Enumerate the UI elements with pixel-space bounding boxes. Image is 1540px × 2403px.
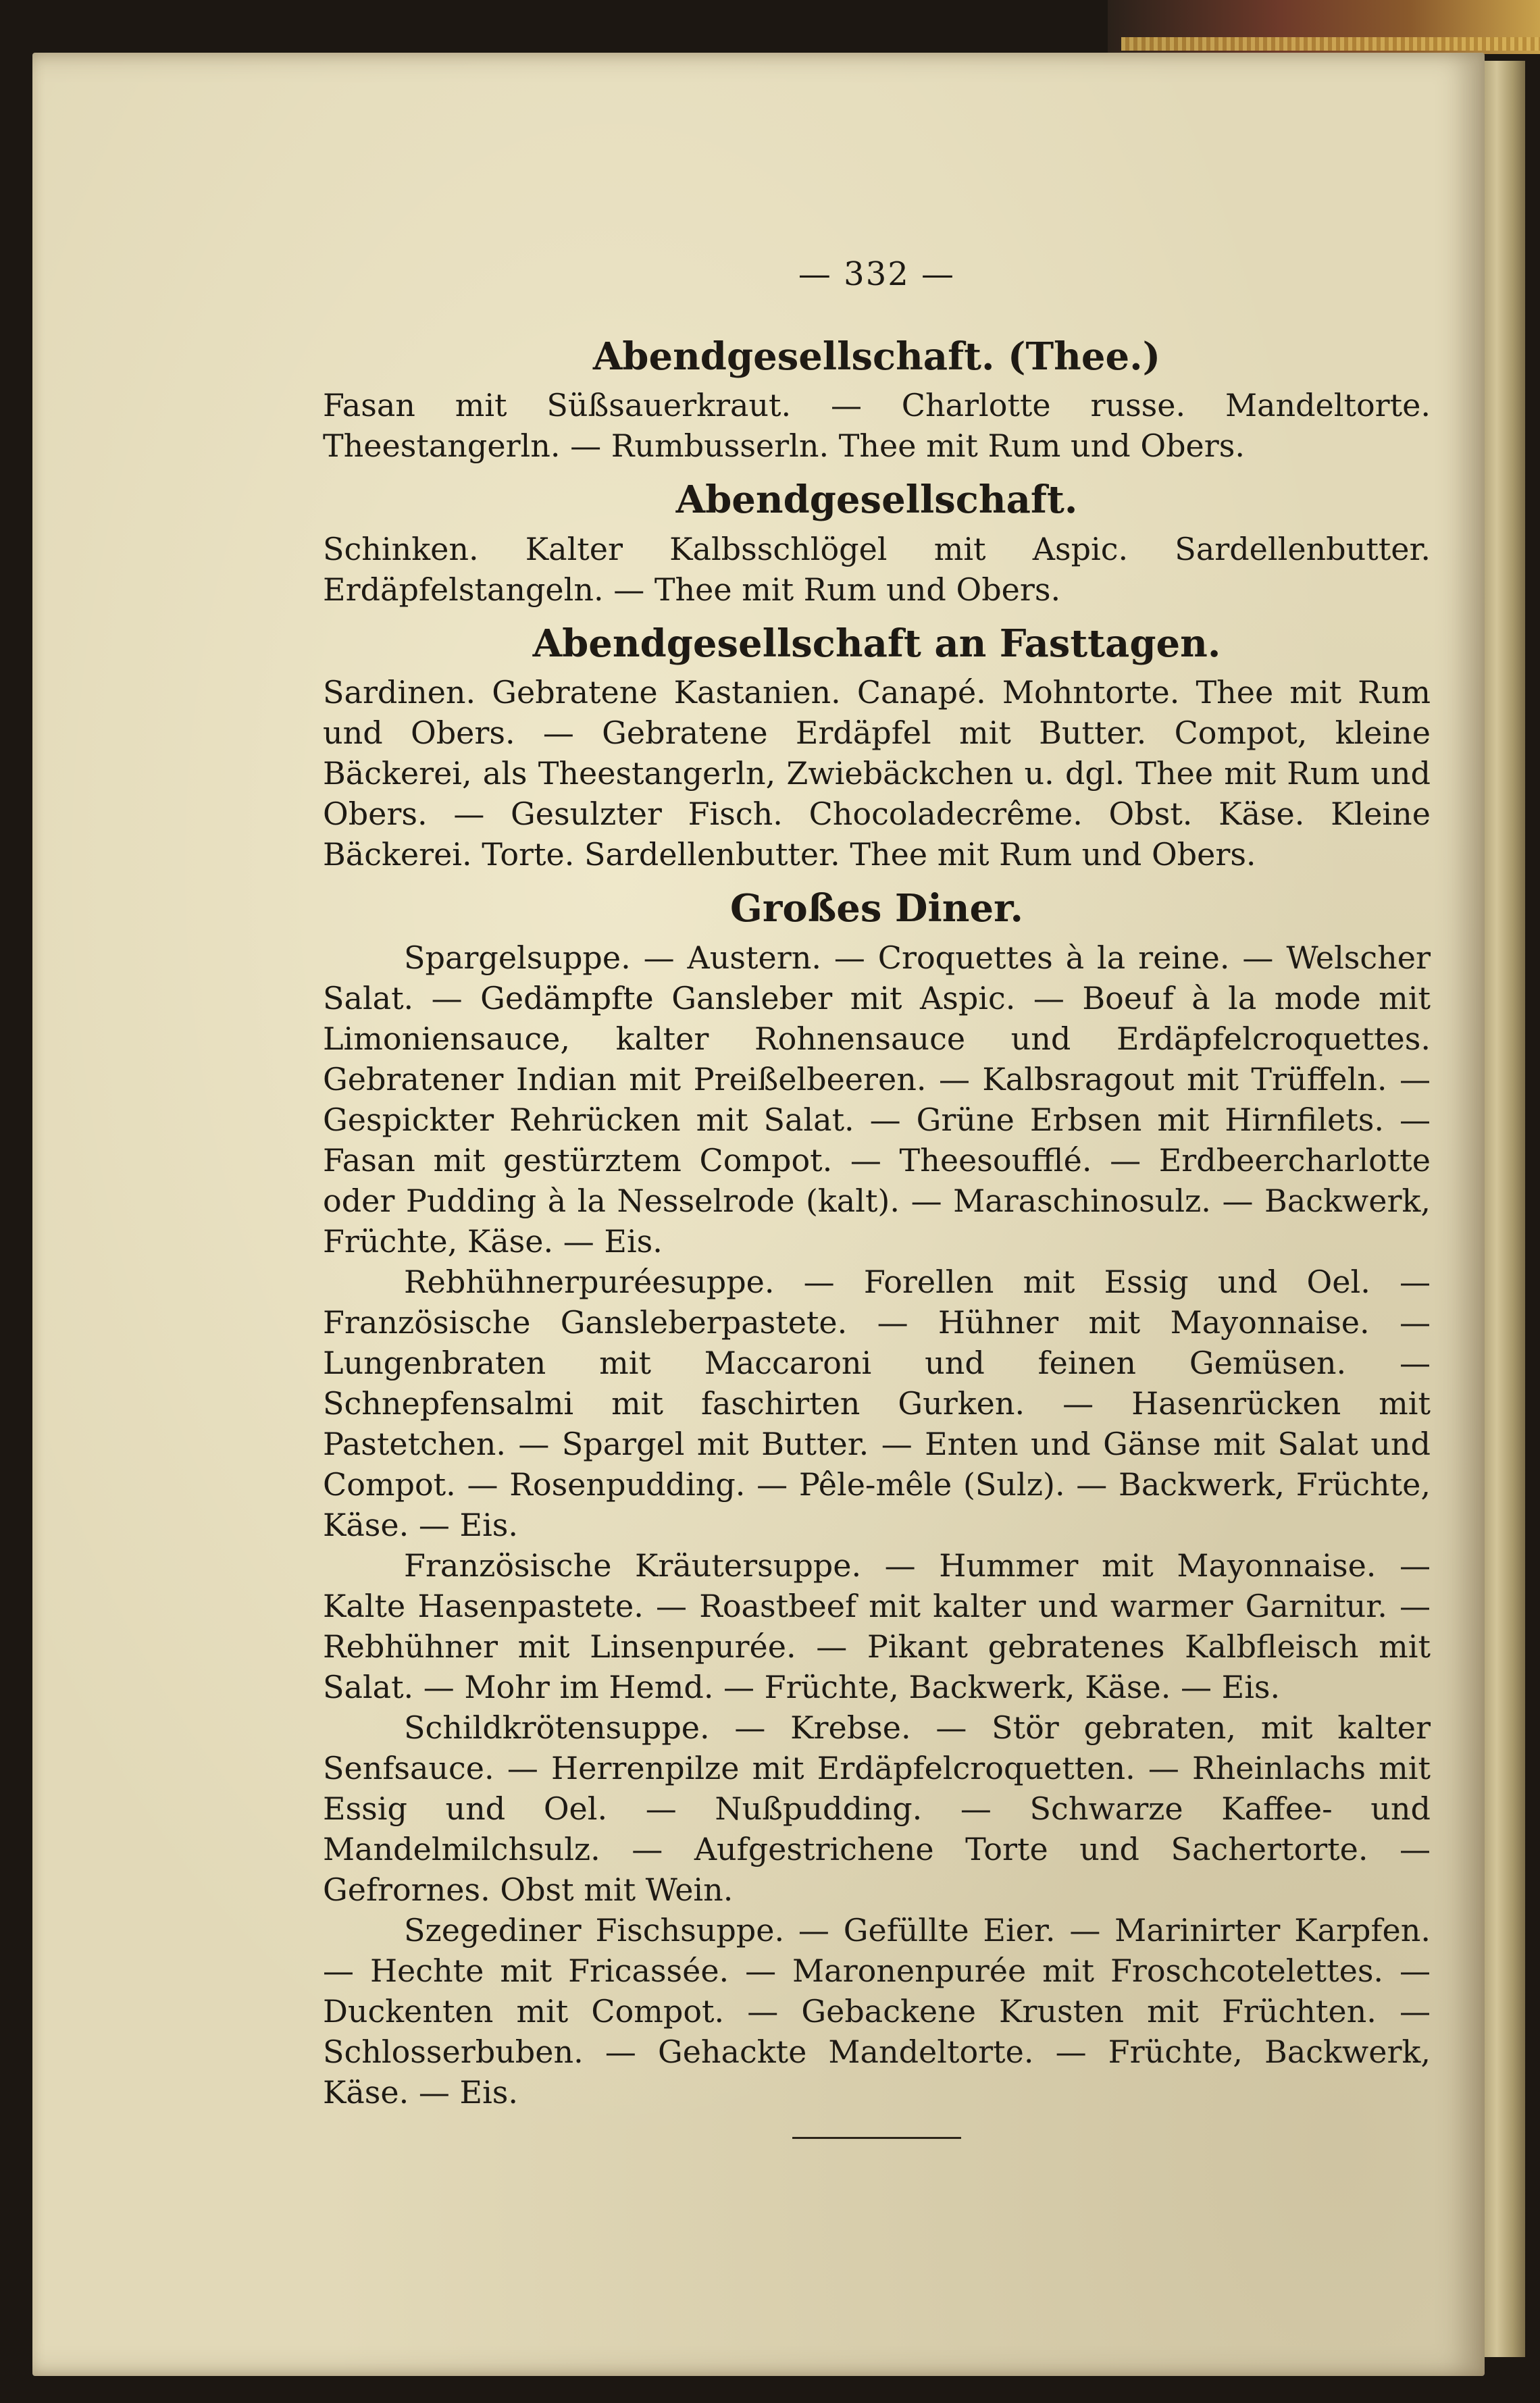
menu-paragraph: Französische Kräutersuppe. — Hummer mit Mayonnaise. — Kalte Hasenpastete. — Roastbeef mit kalter und warmer Garnitur. — Rebhühner mit Linsenpurée. — Pikant gebratenes Kalbfleisch mit Salat. — Mohr im Hemd. — Früchte, Backwerk, Käse. — Eis.	[323, 1547, 1431, 1705]
menu-paragraph: Szegediner Fischsuppe. — Gefüllte Eier. — Marinirter Karpfen. — Hechte mit Fricassée. — Maronenpurée mit Froschcotelettes. — Duckenten mit Compot. — Gebackene Krusten mit Früchten. — Schlosserbuben. — Gehackte Mandeltorte. — Früchte, Backwerk, Käse. — Eis.	[323, 1911, 1431, 2111]
gilt-page-edge	[1121, 37, 1540, 51]
section-title: Abendgesellschaft. (Thee.)	[592, 334, 1161, 379]
section-grosses-diner	[323, 887, 1431, 2112]
section-title: Abendgesellschaft.	[675, 477, 1078, 523]
section-abendgesellschaft	[323, 478, 1431, 609]
section-title: Großes Diner.	[730, 886, 1023, 931]
book-page	[32, 53, 1485, 2376]
section-title: Abendgesellschaft an Fasttagen.	[532, 621, 1221, 666]
page-number: — 332 —	[798, 255, 956, 293]
menu-paragraph: Fasan mit Süßsauerkraut. — Charlotte russe. Mandeltorte. Theestangerln. — Rumbusserln. Thee mit Rum und Obers.	[323, 387, 1431, 465]
section-abendgesellschaft-thee	[323, 335, 1431, 466]
page-content	[323, 255, 1431, 2139]
section-abendgesellschaft-fasttagen	[323, 622, 1431, 875]
menu-paragraph: Schinken. Kalter Kalbsschlögel mit Aspic. Sardellenbutter. Erdäpfelstangeln. — Thee mit Rum und Obers.	[323, 530, 1431, 608]
page-stack-edge	[1485, 61, 1525, 2357]
menu-paragraph: Rebhühnerpuréesuppe. — Forellen mit Essig und Oel. — Französische Gansleberpastete. — Hühner mit Mayonnaise. — Lungenbraten mit Maccaroni und feinen Gemüsen. — Schnepfensalmi mit faschirten Gurken. — Hasenrücken mit Pastetchen. — Spargel mit Butter. — Enten und Gänse mit Salat und Compot. — Rosenpudding. — Pêle-mêle (Sulz). — Backwerk, Früchte, Käse. — Eis.	[323, 1263, 1431, 1543]
menu-paragraph: Schildkrötensuppe. — Krebse. — Stör gebraten, mit kalter Senfsauce. — Herrenpilze mit Erdäpfelcroquetten. — Rheinlachs mit Essig und Oel. — Nußpudding. — Schwarze Kaffee- und Mandelmilchsulz. — Aufgestrichene Torte und Sachertorte. — Gefrornes. Obst mit Wein.	[323, 1709, 1431, 1908]
closing-rule	[792, 2137, 961, 2139]
menu-paragraph: Sardinen. Gebratene Kastanien. Canapé. Mohntorte. Thee mit Rum und Obers. — Gebratene Erdäpfel mit Butter. Compot, kleine Bäckerei, als Theestangerln, Zwiebäckchen u. dgl. Thee mit Rum und Obers. — Gesulzter Fisch. Chocoladecrême. Obst. Käse. Kleine Bäckerei. Torte. Sardellenbutter. Thee mit Rum und Obers.	[323, 674, 1431, 873]
menu-paragraph: Spargelsuppe. — Austern. — Croquettes à la reine. — Welscher Salat. — Gedämpfte Gansleber mit Aspic. — Boeuf à la mode mit Limoniensauce, kalter Rohnensauce und Erdäpfelcroquettes. Gebratener Indian mit Preißelbeeren. — Kalbsragout mit Trüffeln. — Gespickter Rehrücken mit Salat. — Grüne Erbsen mit Hirnfilets. — Fasan mit gestürztem Compot. — Theesoufflé. — Erdbeercharlotte oder Pudding à la Nesselrode (kalt). — Maraschinosulz. — Backwerk, Früchte, Käse. — Eis.	[323, 939, 1431, 1260]
